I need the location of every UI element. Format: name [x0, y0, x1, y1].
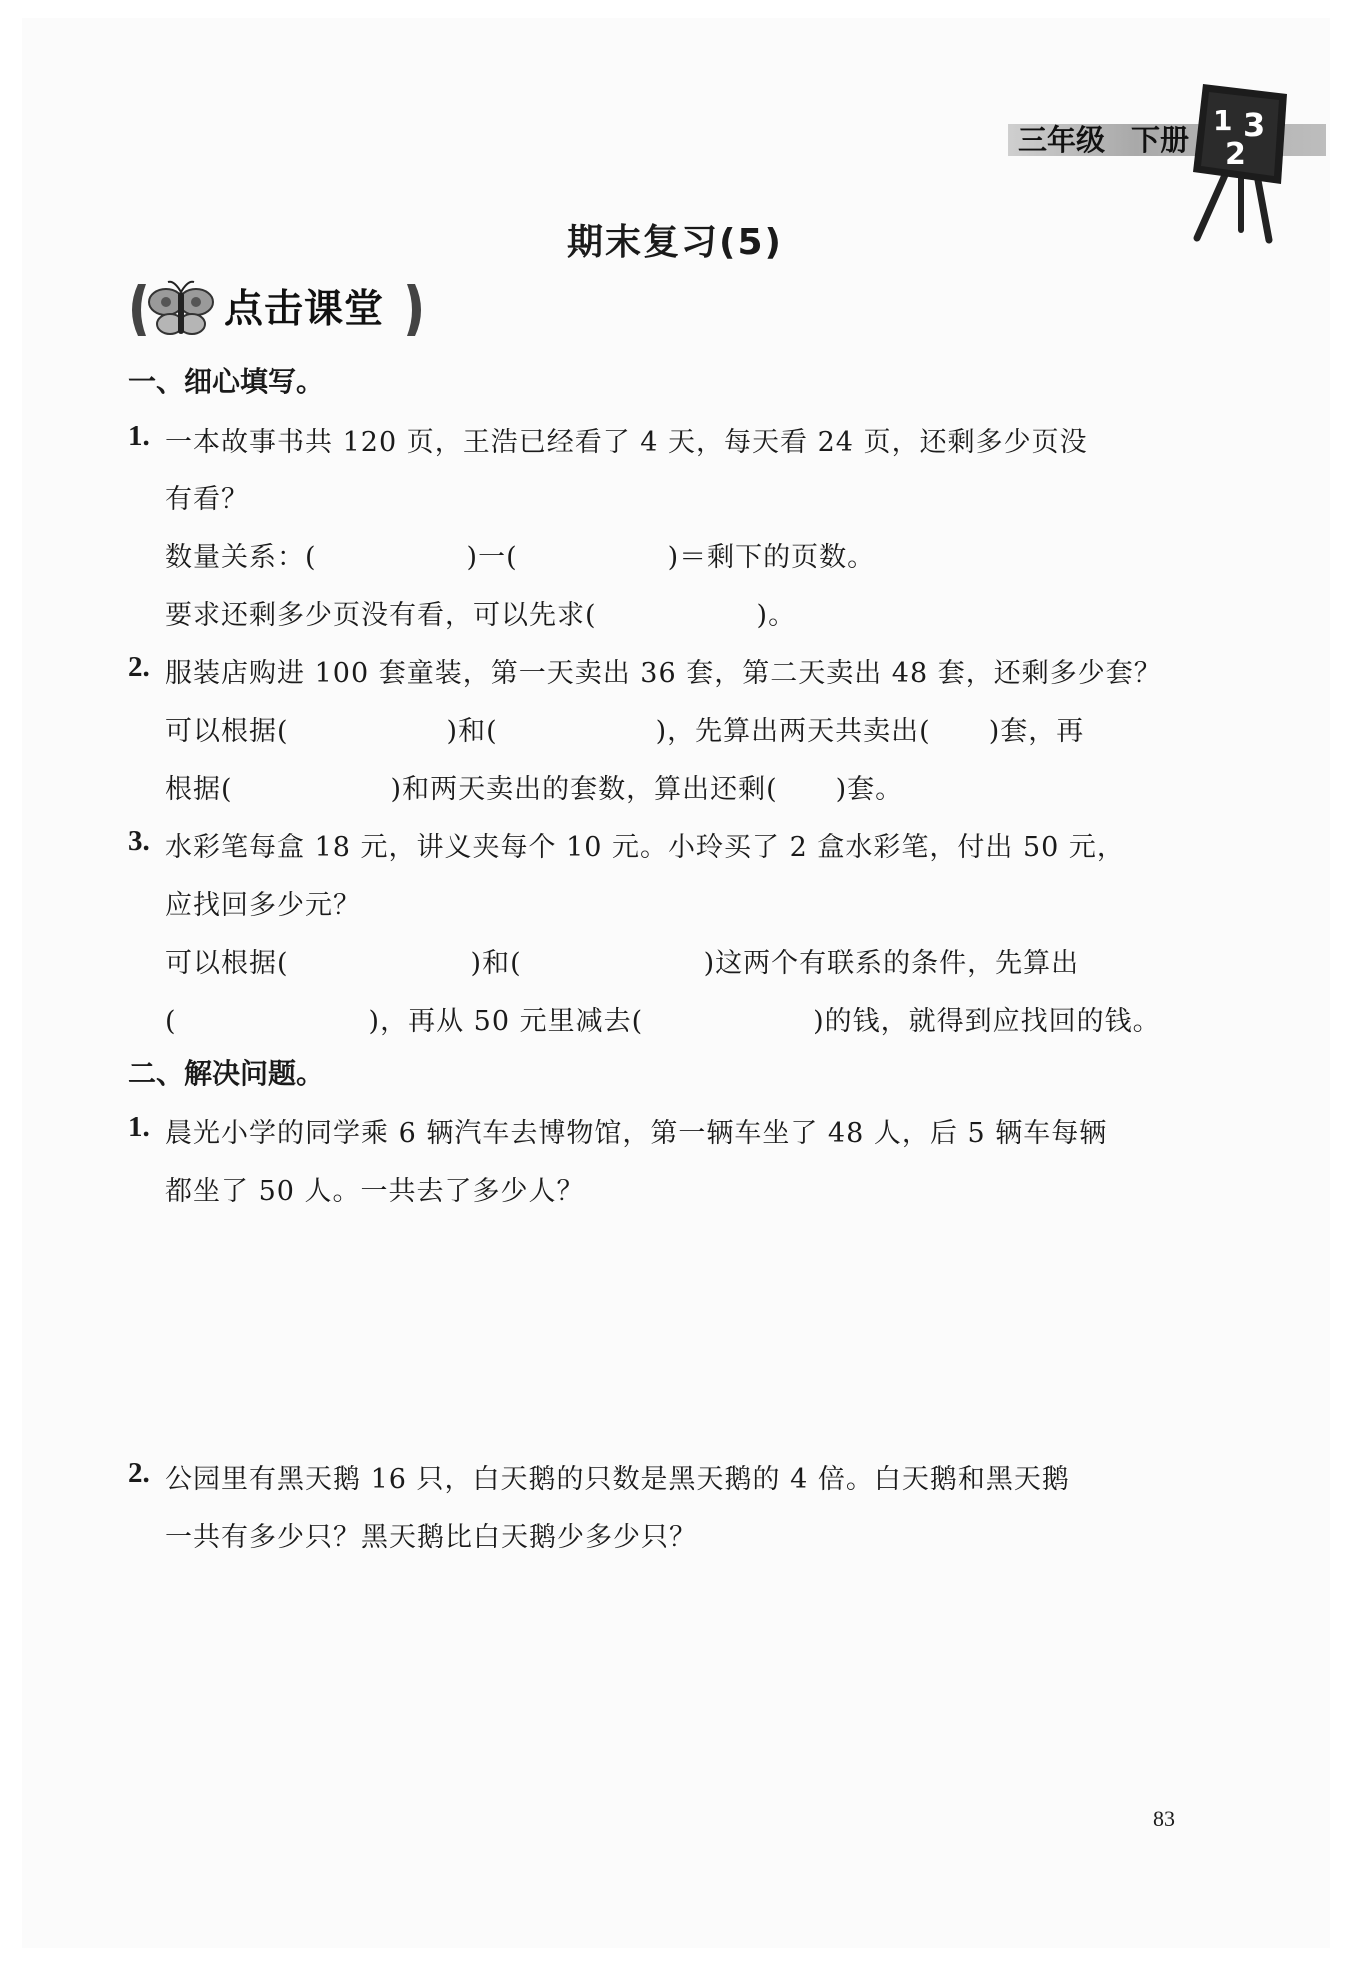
fill-in-line [165, 593, 796, 632]
answer-area[interactable] [165, 1570, 1185, 1770]
question-number: 2. [128, 651, 150, 683]
question-text: 一本故事书共 120 页，王浩已经看了 4 天，每天看 24 页，还剩多少页没 [165, 427, 1088, 458]
section-heading-solve: 二、解决问题。 [128, 1057, 325, 1090]
question-text: 都坐了 50 人。一共去了多少人？ [165, 1176, 585, 1207]
text-segment: )和两天卖出的套数，算出还剩( [390, 774, 778, 805]
text-segment: )的钱，就得到应找回的钱。 [813, 1006, 1161, 1037]
grade-text: 三年级 [1018, 123, 1106, 157]
text-segment: )和( [446, 716, 498, 747]
fill-in-line [165, 709, 1084, 748]
fill-in-line [165, 941, 1079, 980]
question-text: 有看？ [165, 484, 249, 515]
question-text: 服装店购进 100 套童装，第一天卖出 36 套，第二天卖出 48 套，还剩多少套？ [165, 658, 1162, 689]
question-number: 1. [128, 1111, 150, 1143]
text-segment: 数量关系：( [165, 542, 317, 573]
page-title: 期末复习(5) [567, 222, 783, 263]
grade-label [1018, 121, 1189, 159]
question-number: 3. [128, 825, 150, 857]
text-segment: )套。 [835, 774, 904, 805]
board-digit-3: 3 [1243, 106, 1266, 144]
text-segment: )，先算出两天共卖出( [655, 716, 931, 747]
text-segment: )套，再 [988, 716, 1085, 747]
fill-in-line [165, 767, 903, 806]
banner-title: 点击课堂 [224, 287, 385, 332]
text-segment: )和( [470, 948, 522, 979]
text-segment: )。 [756, 600, 797, 631]
text-segment: 可以根据( [165, 948, 289, 979]
answer-area[interactable] [165, 1220, 1185, 1420]
question-text: 公园里有黑天鹅 16 只，白天鹅的只数是黑天鹅的 4 倍。白天鹅和黑天鹅 [165, 1464, 1070, 1495]
text-segment: 可以根据( [165, 716, 289, 747]
text-segment: )＝剩下的页数。 [667, 542, 876, 573]
text-segment: )，再从 50 元里减去( [368, 1006, 644, 1037]
butterfly-icon [149, 282, 213, 334]
question-number: 2. [128, 1457, 150, 1489]
board-digit-1: 1 [1213, 104, 1233, 137]
page-number: 83 [1153, 1806, 1175, 1831]
question-number: 1. [128, 420, 150, 452]
text-segment: ( [165, 1006, 177, 1037]
text-segment: )一( [466, 542, 518, 573]
question-text: 一共有多少只？黑天鹅比白天鹅少多少只？ [165, 1522, 697, 1553]
volume-text: 下册 [1131, 123, 1190, 157]
question-text: 晨光小学的同学乘 6 辆汽车去博物馆，第一辆车坐了 48 人，后 5 辆车每辆 [165, 1118, 1108, 1149]
section-heading-fill-in: 一、细心填写。 [128, 365, 325, 398]
text-segment: )这两个有联系的条件，先算出 [703, 948, 1080, 979]
text-segment: 根据( [165, 774, 233, 805]
question-text: 应找回多少元？ [165, 890, 361, 921]
text-segment: 要求还剩多少页没有看，可以先求( [165, 600, 597, 631]
quantity-relation-line [165, 535, 875, 574]
board-digit-2: 2 [1225, 137, 1246, 172]
question-text: 水彩笔每盒 18 元，讲义夹每个 10 元。小玲买了 2 盒水彩笔，付出 50 元， [165, 832, 1125, 863]
fill-in-line [165, 999, 1161, 1038]
